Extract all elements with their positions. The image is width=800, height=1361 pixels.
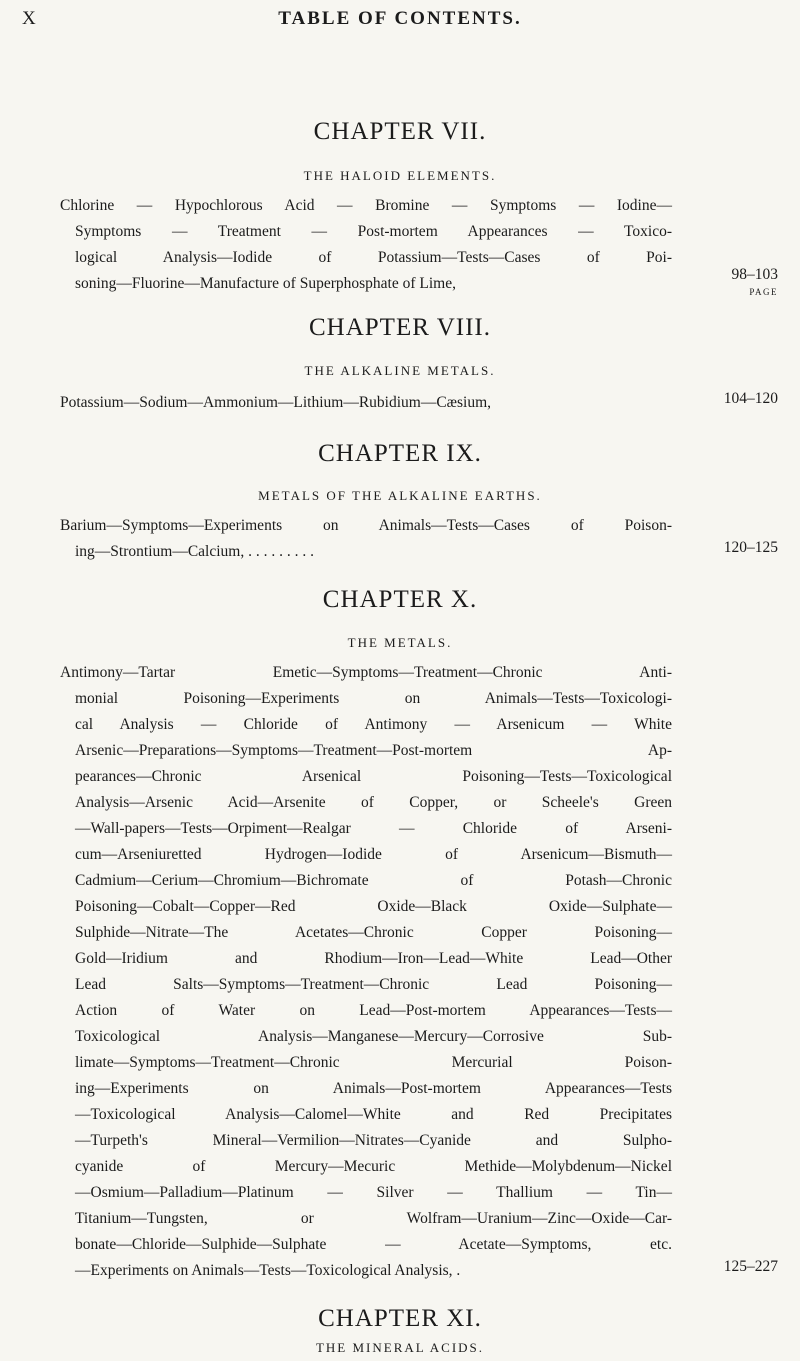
contents-line: —Experiments on Animals—Tests—Toxicological Analysis, . <box>75 1262 461 1279</box>
contents-line: —Osmium—Palladium—Platinum — Silver — Thallium — Tin— <box>75 1184 672 1201</box>
contents-line: Chlorine — Hypochlorous Acid — Bromine — Symptoms — Iodine— <box>60 197 672 214</box>
contents-line: ing—Experiments on Animals—Post-mortem Appearances—Tests <box>75 1080 672 1097</box>
contents-line: Potassium—Sodium—Ammonium—Lithium—Rubidium—Cæsium, <box>60 394 492 411</box>
contents-line: pearances—Chronic Arsenical Poisoning—Tests—Toxicological <box>75 768 672 785</box>
contents-line: Barium—Symptoms—Experiments on Animals—Tests—Cases of Poison- <box>60 517 672 534</box>
contents-line: logical Analysis—Iodide of Potassium—Tests—Cases of Poi- <box>75 249 672 266</box>
contents-line: Action of Water on Lead—Post-mortem Appearances—Tests— <box>75 1002 672 1019</box>
contents-line: Antimony—Tartar Emetic—Symptoms—Treatment—Chronic Anti- <box>60 664 672 681</box>
contents-line: Lead Salts—Symptoms—Treatment—Chronic Lead Poisoning— <box>75 976 672 993</box>
contents-line: bonate—Chloride—Sulphide—Sulphate — Acetate—Symptoms, etc. <box>75 1236 672 1253</box>
contents-line: —Turpeth's Mineral—Vermilion—Nitrates—Cyanide and Sulpho- <box>75 1132 672 1149</box>
chapter-contents <box>60 513 672 565</box>
chapter-contents <box>60 193 672 297</box>
chapter-subheading: METALS OF THE ALKALINE EARTHS. <box>258 488 542 503</box>
contents-line: Toxicological Analysis—Manganese—Mercury—Corrosive Sub- <box>75 1028 672 1045</box>
contents-line: Sulphide—Nitrate—The Acetates—Chronic Copper Poisoning— <box>75 924 672 941</box>
page-column-label: PAGE <box>749 287 778 297</box>
chapter-heading: CHAPTER X. <box>322 586 478 613</box>
contents-line: ing—Strontium—Calcium, . . . . . . . . . <box>75 543 314 560</box>
page-range: 104–120 <box>723 390 778 407</box>
contents-line: Cadmium—Cerium—Chromium—Bichromate of Potash—Chronic <box>75 872 672 889</box>
contents-line: Titanium—Tungsten, or Wolfram—Uranium—Zinc—Oxide—Car- <box>75 1210 672 1227</box>
page-number-roman: X <box>22 8 37 29</box>
running-head <box>0 8 800 38</box>
chapter-heading: CHAPTER VII. <box>313 118 487 145</box>
chapter-contents <box>60 390 672 416</box>
contents-line: —Toxicological Analysis—Calomel—White and Red Precipitates <box>75 1106 672 1123</box>
chapter-subheading: THE HALOID ELEMENTS. <box>303 168 497 183</box>
contents-line: —Wall-papers—Tests—Orpiment—Realgar — Chloride of Arseni- <box>75 820 672 837</box>
chapter-subheading: THE ALKALINE METALS. <box>304 363 496 378</box>
page-range: 98–103 <box>731 266 778 283</box>
page-range: 120–125 <box>723 539 778 556</box>
chapter-subheading: THE METALS. <box>347 635 453 650</box>
contents-line: cum—Arseniuretted Hydrogen—Iodide of Arsenicum—Bismuth— <box>75 846 672 863</box>
contents-line: Arsenic—Preparations—Symptoms—Treatment—Post-mortem Ap- <box>75 742 672 759</box>
page-range: 125–227 <box>723 1258 778 1275</box>
contents-line: Poisoning—Cobalt—Copper—Red Oxide—Black Oxide—Sulphate— <box>75 898 672 915</box>
chapter-heading: CHAPTER VIII. <box>309 314 491 341</box>
contents-line: cal Analysis — Chloride of Antimony — Arsenicum — White <box>75 716 672 733</box>
contents-line: Gold—Iridium and Rhodium—Iron—Lead—White Lead—Other <box>75 950 672 967</box>
contents-line: monial Poisoning—Experiments on Animals—Tests—Toxicologi- <box>75 690 672 707</box>
chapter-contents <box>60 660 672 1284</box>
contents-line: limate—Symptoms—Treatment—Chronic Mercurial Poison- <box>75 1054 672 1071</box>
chapter-heading: CHAPTER IX. <box>318 440 482 467</box>
running-title: TABLE OF CONTENTS. <box>278 8 522 29</box>
contents-line: cyanide of Mercury—Mecuric Methide—Molybdenum—Nickel <box>75 1158 672 1175</box>
chapter-heading: CHAPTER XI. <box>318 1305 482 1332</box>
contents-line: Analysis—Arsenic Acid—Arsenite of Copper, or Scheele's Green <box>75 794 672 811</box>
contents-line: soning—Fluorine—Manufacture of Superphosphate of Lime, <box>75 275 456 292</box>
chapter-subheading: THE MINERAL ACIDS. <box>315 1340 485 1355</box>
contents-line: Symptoms — Treatment — Post-mortem Appearances — Toxico- <box>75 223 672 240</box>
